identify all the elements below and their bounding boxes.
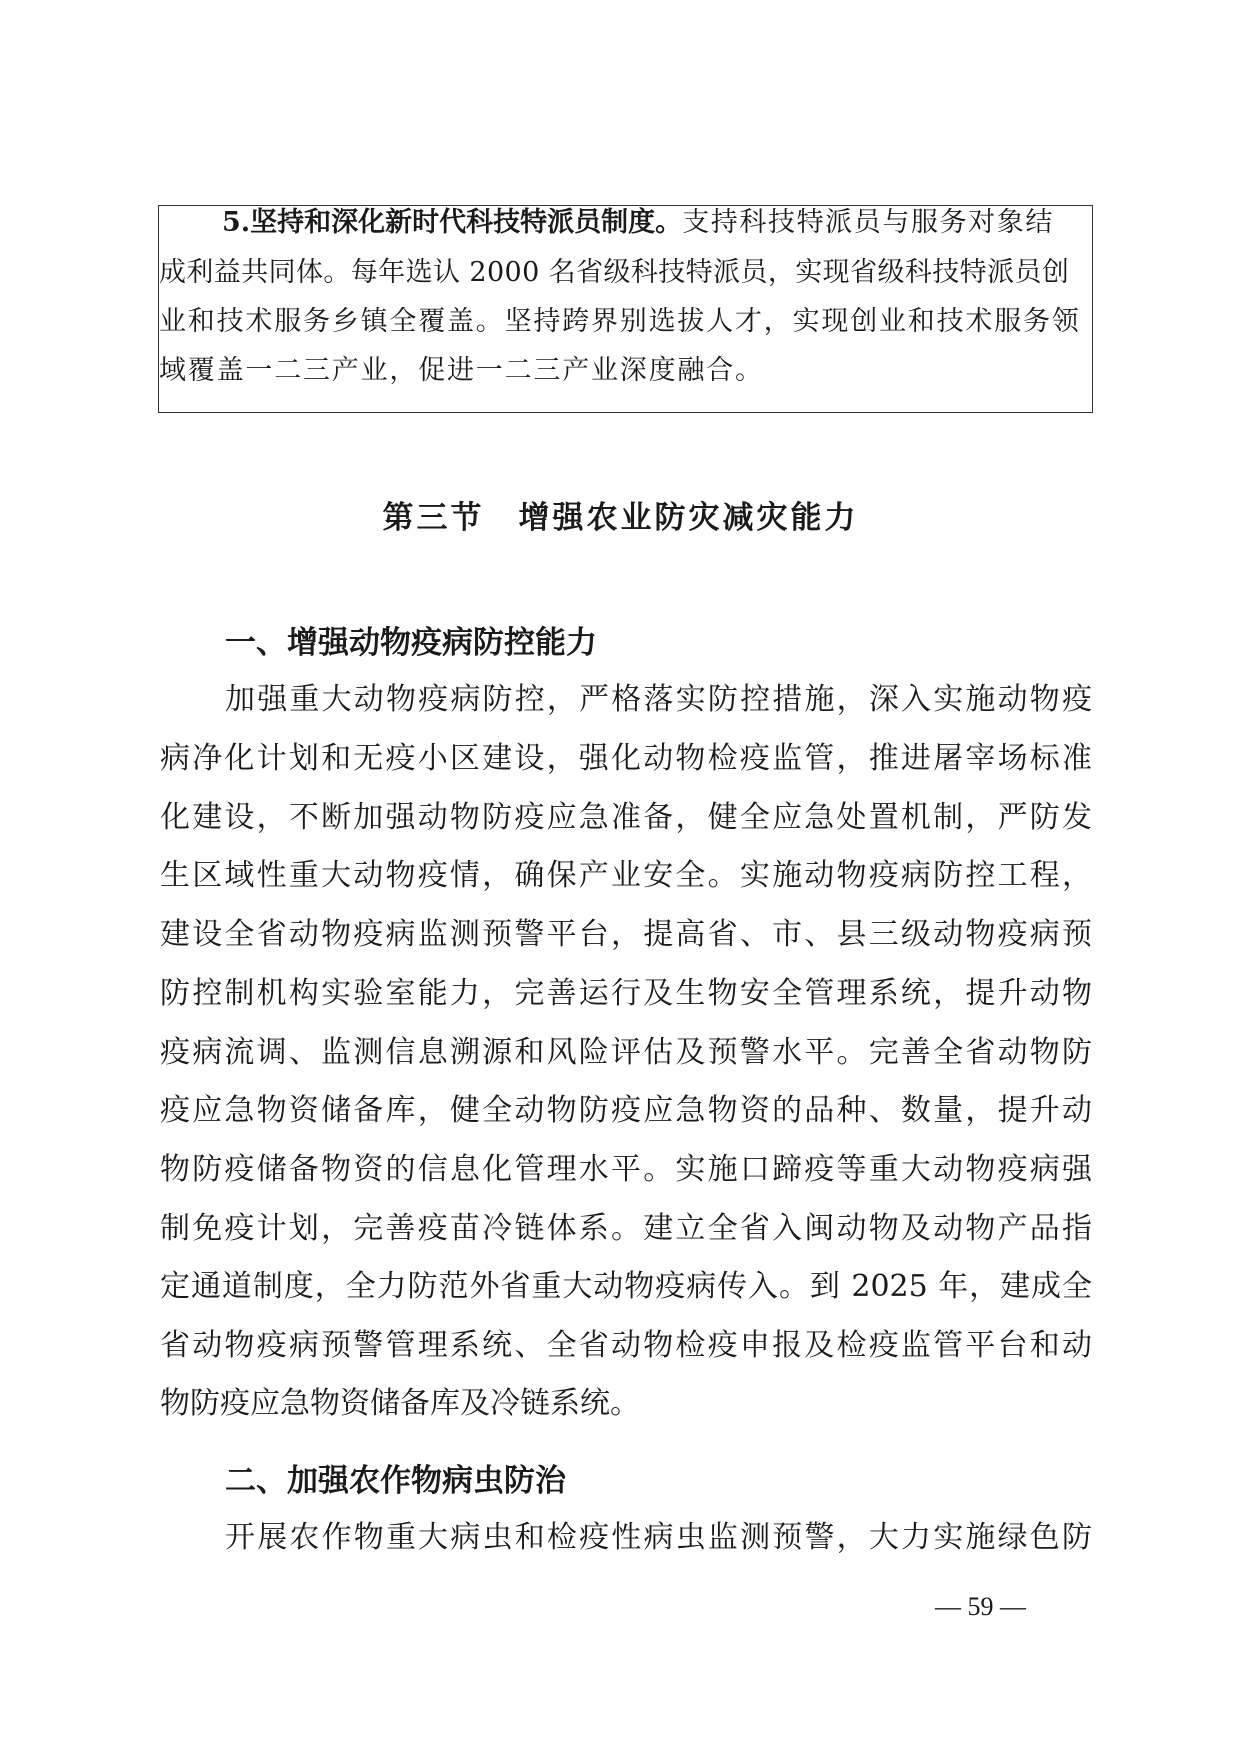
paragraph-line: 病净化计划和无疫小区建设，强化动物检疫监管，推进屠宰场标准: [160, 741, 1092, 776]
paragraph-line: 化建设，不断加强动物防疫应急准备，健全应急处置机制，严防发: [160, 800, 1092, 835]
paragraph-line: 省动物疫病预警管理系统、全省动物检疫申报及检疫监管平台和动: [160, 1328, 1092, 1363]
box-line-2: 成利益共同体。每年选认 2000 名省级科技特派员，实现省级科技特派员创: [159, 257, 1070, 288]
paragraph-line: 防控制机构实验室能力，完善运行及生物安全管理系统，提升动物: [160, 976, 1092, 1011]
section-title: [0, 500, 1241, 536]
page-number: — 59 —: [935, 1592, 1026, 1621]
highlight-box: [158, 205, 1093, 413]
paragraph-line: 疫应急物资储备库，健全动物防疫应急物资的品种、数量，提升动: [160, 1093, 1092, 1128]
paragraph-line: 开展农作物重大病虫和检疫性病虫监测预警，大力实施绿色防: [225, 1520, 1092, 1555]
box-line-1: [222, 208, 1090, 238]
paragraph-line: 加强重大动物疫病防控，严格落实防控措施，深入实施动物疫: [225, 682, 1092, 717]
paragraph-line: 建设全省动物疫病监测预警平台，提高省、市、县三级动物疫病预: [160, 917, 1092, 952]
section-title-text: 增强农业防灾减灾能力: [518, 500, 859, 536]
paragraph-line: 物防疫应急物资储备库及冷链系统。: [160, 1386, 640, 1421]
paragraph-line: 生区域性重大动物疫情，确保产业安全。实施动物疫病防控工程，: [160, 858, 1092, 893]
paragraph-line: 制免疫计划，完善疫苗冷链体系。建立全省入闽动物及动物产品指: [160, 1211, 1092, 1246]
heading-1: 一、增强动物疫病防控能力: [225, 625, 597, 661]
box-line-3: 业和技术服务乡镇全覆盖。坚持跨界别选拔人才，实现创业和技术服务领: [159, 306, 1081, 337]
paragraph-line: 物防疫储备物资的信息化管理水平。实施口蹄疫等重大动物疫病强: [160, 1152, 1092, 1187]
heading-2: 二、加强农作物病虫防治: [225, 1463, 566, 1499]
paragraph-line: 定通道制度，全力防范外省重大动物疫病传入。到 2025 年，建成全: [160, 1269, 1092, 1304]
box-line-4: 域覆盖一二三产业，促进一二三产业深度融合。: [159, 355, 764, 386]
paragraph-line: 疫病流调、监测信息溯源和风险评估及预警水平。完善全省动物防: [160, 1035, 1092, 1070]
box-lead-text: 5.坚持和深化新时代科技特派员制度。: [222, 207, 683, 238]
box-line-1-text: 支持科技特派员与服务对象结: [682, 207, 1054, 238]
section-number: 第三节: [382, 500, 485, 536]
